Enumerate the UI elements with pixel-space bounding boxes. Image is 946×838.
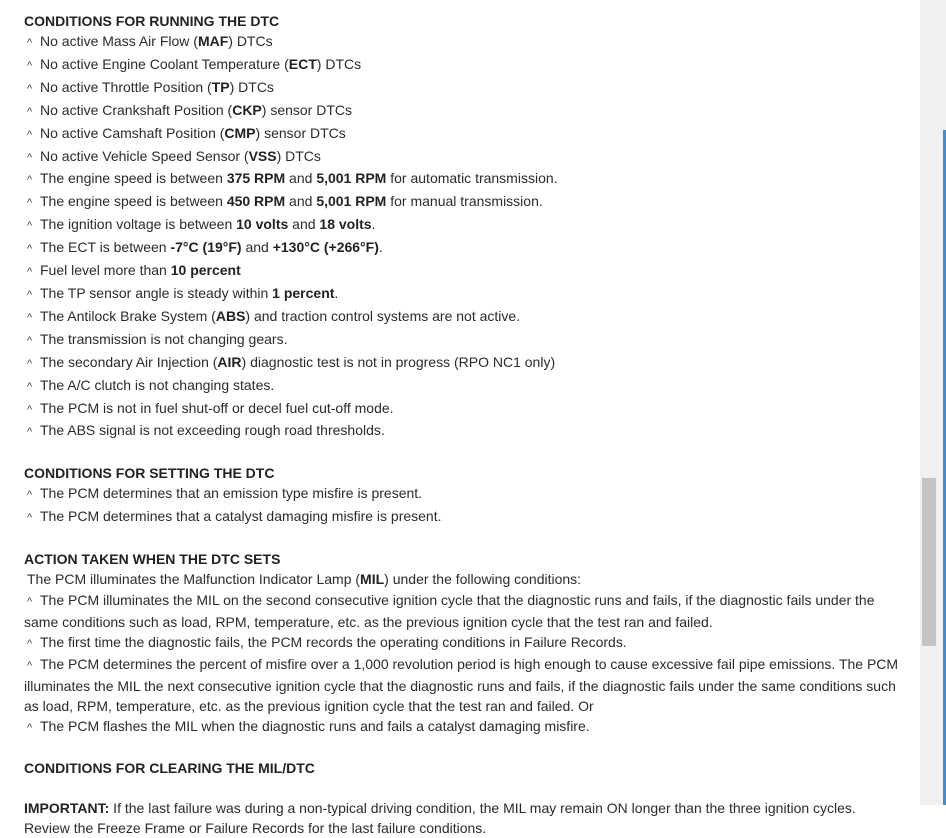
caret-icon: ^	[27, 403, 33, 416]
item-text: The PCM flashes the MIL when the diagnostic runs and fails a catalyst damaging misfire.	[40, 718, 590, 735]
list-item	[24, 375, 904, 398]
item-text: The secondary Air Injection (	[40, 353, 218, 370]
item-text: ) sensor DTCs	[255, 124, 346, 141]
caret-icon: ^	[27, 638, 33, 651]
item-text: The engine speed is between	[40, 193, 227, 210]
list-item	[24, 306, 904, 329]
emphasis-text: ABS	[215, 307, 246, 324]
emphasis-text: 450 RPM	[226, 193, 286, 210]
list-item	[24, 123, 904, 146]
emphasis-text: 18 volts	[319, 216, 372, 233]
item-text: .	[371, 216, 376, 233]
item-text: Fuel level more than	[40, 262, 171, 279]
caret-icon: ^	[27, 105, 33, 118]
item-text: The PCM illuminates the MIL on the second consecutive ignition cycle that the diagnostic runs and fails, if the diagnostic fails under the same conditions such as load, RPM, temperature, etc. as the previous ignition cycle that the test ran and failed.	[24, 592, 875, 631]
emphasis-text: 375 RPM	[226, 170, 286, 187]
item-text: The A/C clutch is not changing states.	[40, 376, 275, 393]
item-text: and	[285, 170, 317, 187]
item-text: The transmission is not changing gears.	[40, 330, 288, 347]
item-text: and	[285, 193, 317, 210]
emphasis-text: 5,001 RPM	[316, 193, 387, 210]
caret-icon: ^	[27, 151, 33, 164]
emphasis-text: AIR	[217, 353, 242, 370]
list-item	[24, 398, 904, 421]
list-item	[24, 352, 904, 375]
action-list	[24, 590, 904, 738]
item-text: The PCM determines the percent of misfire over a 1,000 revolution period is high enough to cause excessive fail pipe emissions. The PCM illuminates the MIL the next consecutive ignition cycle that the diagnostic runs and fails, if the diagnostic fails under the same conditions such as load, RPM, temperature, etc. as the previous ignition cycle that the test ran and failed. Or	[24, 656, 899, 715]
list-item	[24, 632, 904, 654]
caret-icon: ^	[27, 128, 33, 141]
item-text: for automatic transmission.	[386, 170, 558, 187]
item-text: The ignition voltage is between	[40, 216, 237, 233]
caret-icon: ^	[27, 512, 33, 525]
caret-icon: ^	[27, 334, 33, 347]
item-text: No active Mass Air Flow (	[40, 33, 198, 49]
list-item	[24, 77, 904, 100]
caret-icon: ^	[27, 37, 33, 49]
emphasis-text: 10 volts	[236, 216, 289, 233]
caret-icon: ^	[27, 596, 33, 609]
item-text: The PCM illuminates the Malfunction Indicator Lamp (	[27, 571, 361, 588]
item-text: No active Vehicle Speed Sensor (	[40, 147, 249, 164]
list-item	[24, 590, 904, 632]
item-text: The first time the diagnostic fails, the PCM records the operating conditions in Failure Records.	[40, 634, 627, 651]
item-text: .	[334, 284, 339, 301]
document-body	[24, 11, 904, 838]
action-intro	[24, 569, 904, 590]
item-text: ) DTCs	[316, 55, 362, 72]
list-item	[24, 54, 904, 77]
setting-conditions-list	[24, 483, 904, 529]
caret-icon: ^	[27, 220, 33, 233]
caret-icon: ^	[27, 380, 33, 393]
caret-icon: ^	[27, 426, 33, 439]
item-text: for manual transmission.	[386, 193, 543, 210]
item-text: ) DTCs	[228, 33, 273, 49]
caret-icon: ^	[27, 197, 33, 210]
caret-icon: ^	[27, 59, 33, 72]
list-item	[24, 214, 904, 237]
item-text: The engine speed is between	[40, 170, 227, 187]
emphasis-text: CKP	[232, 101, 262, 118]
item-text: No active Engine Coolant Temperature (	[40, 55, 289, 72]
heading-setting: CONDITIONS FOR SETTING THE DTC	[24, 465, 275, 482]
list-item	[24, 146, 904, 169]
list-item	[24, 191, 904, 214]
emphasis-text: -7°C (19°F)	[170, 239, 242, 256]
item-text: The PCM is not in fuel shut-off or decel fuel cut-off mode.	[40, 399, 394, 416]
caret-icon: ^	[27, 243, 33, 256]
important-note	[24, 798, 904, 838]
list-item	[24, 237, 904, 260]
emphasis-text: 10 percent	[170, 262, 241, 279]
item-text: No active Crankshaft Position (	[40, 101, 233, 118]
caret-icon: ^	[27, 660, 33, 673]
heading-clearing: CONDITIONS FOR CLEARING THE MIL/DTC	[24, 760, 315, 777]
item-text: ) and traction control systems are not active.	[245, 307, 521, 324]
emphasis-text: 5,001 RPM	[316, 170, 387, 187]
list-item	[24, 168, 904, 191]
item-text: .	[378, 239, 383, 256]
caret-icon: ^	[27, 288, 33, 301]
item-text: and	[288, 216, 320, 233]
important-text: If the last failure was during a non-typical driving condition, the MIL may remain ON longer than the three ignition cycles. Review the Freeze Frame or Failure Records for the last failure conditions.	[24, 800, 856, 837]
scrollbar-thumb[interactable]	[922, 478, 936, 646]
caret-icon: ^	[27, 311, 33, 324]
caret-icon: ^	[27, 722, 33, 735]
list-item	[24, 420, 904, 443]
item-text: The ABS signal is not exceeding rough road thresholds.	[40, 422, 385, 439]
item-text: and	[241, 239, 273, 256]
caret-icon: ^	[27, 357, 33, 370]
emphasis-text: VSS	[248, 147, 277, 164]
list-item	[24, 260, 904, 283]
emphasis-text: MAF	[197, 33, 229, 49]
caret-icon: ^	[27, 489, 33, 502]
list-item	[24, 283, 904, 306]
list-item	[24, 329, 904, 352]
heading-running: CONDITIONS FOR RUNNING THE DTC	[24, 13, 280, 29]
item-text: The PCM determines that an emission type misfire is present.	[40, 485, 423, 502]
emphasis-text: 1 percent	[272, 284, 335, 301]
list-item	[24, 654, 904, 716]
item-text: ) under the following conditions:	[384, 571, 582, 588]
item-text: The PCM determines that a catalyst damaging misfire is present.	[40, 508, 442, 525]
list-item	[24, 31, 904, 54]
item-text: The Antilock Brake System (	[40, 307, 216, 324]
emphasis-text: ECT	[288, 55, 317, 72]
item-text: ) DTCs	[229, 78, 274, 95]
heading-action: ACTION TAKEN WHEN THE DTC SETS	[24, 551, 281, 568]
emphasis-text: MIL	[360, 571, 385, 588]
item-text: The ECT is between	[40, 239, 171, 256]
caret-icon: ^	[27, 266, 33, 279]
emphasis-text: TP	[211, 78, 230, 95]
item-text: The TP sensor angle is steady within	[40, 284, 273, 301]
list-item	[24, 716, 904, 738]
emphasis-text: CMP	[224, 124, 256, 141]
list-item	[24, 483, 904, 506]
item-text: ) sensor DTCs	[261, 101, 352, 118]
item-text: ) DTCs	[276, 147, 321, 164]
important-label: IMPORTANT:	[24, 800, 110, 817]
running-conditions-list	[24, 31, 904, 443]
caret-icon: ^	[27, 82, 33, 95]
item-text: No active Camshaft Position (	[40, 124, 225, 141]
caret-icon: ^	[27, 174, 33, 187]
list-item	[24, 100, 904, 123]
emphasis-text: +130°C (+266°F)	[272, 239, 379, 256]
item-text: No active Throttle Position (	[40, 78, 212, 95]
item-text: ) diagnostic test is not in progress (RPO NC1 only)	[241, 353, 556, 370]
list-item	[24, 506, 904, 529]
